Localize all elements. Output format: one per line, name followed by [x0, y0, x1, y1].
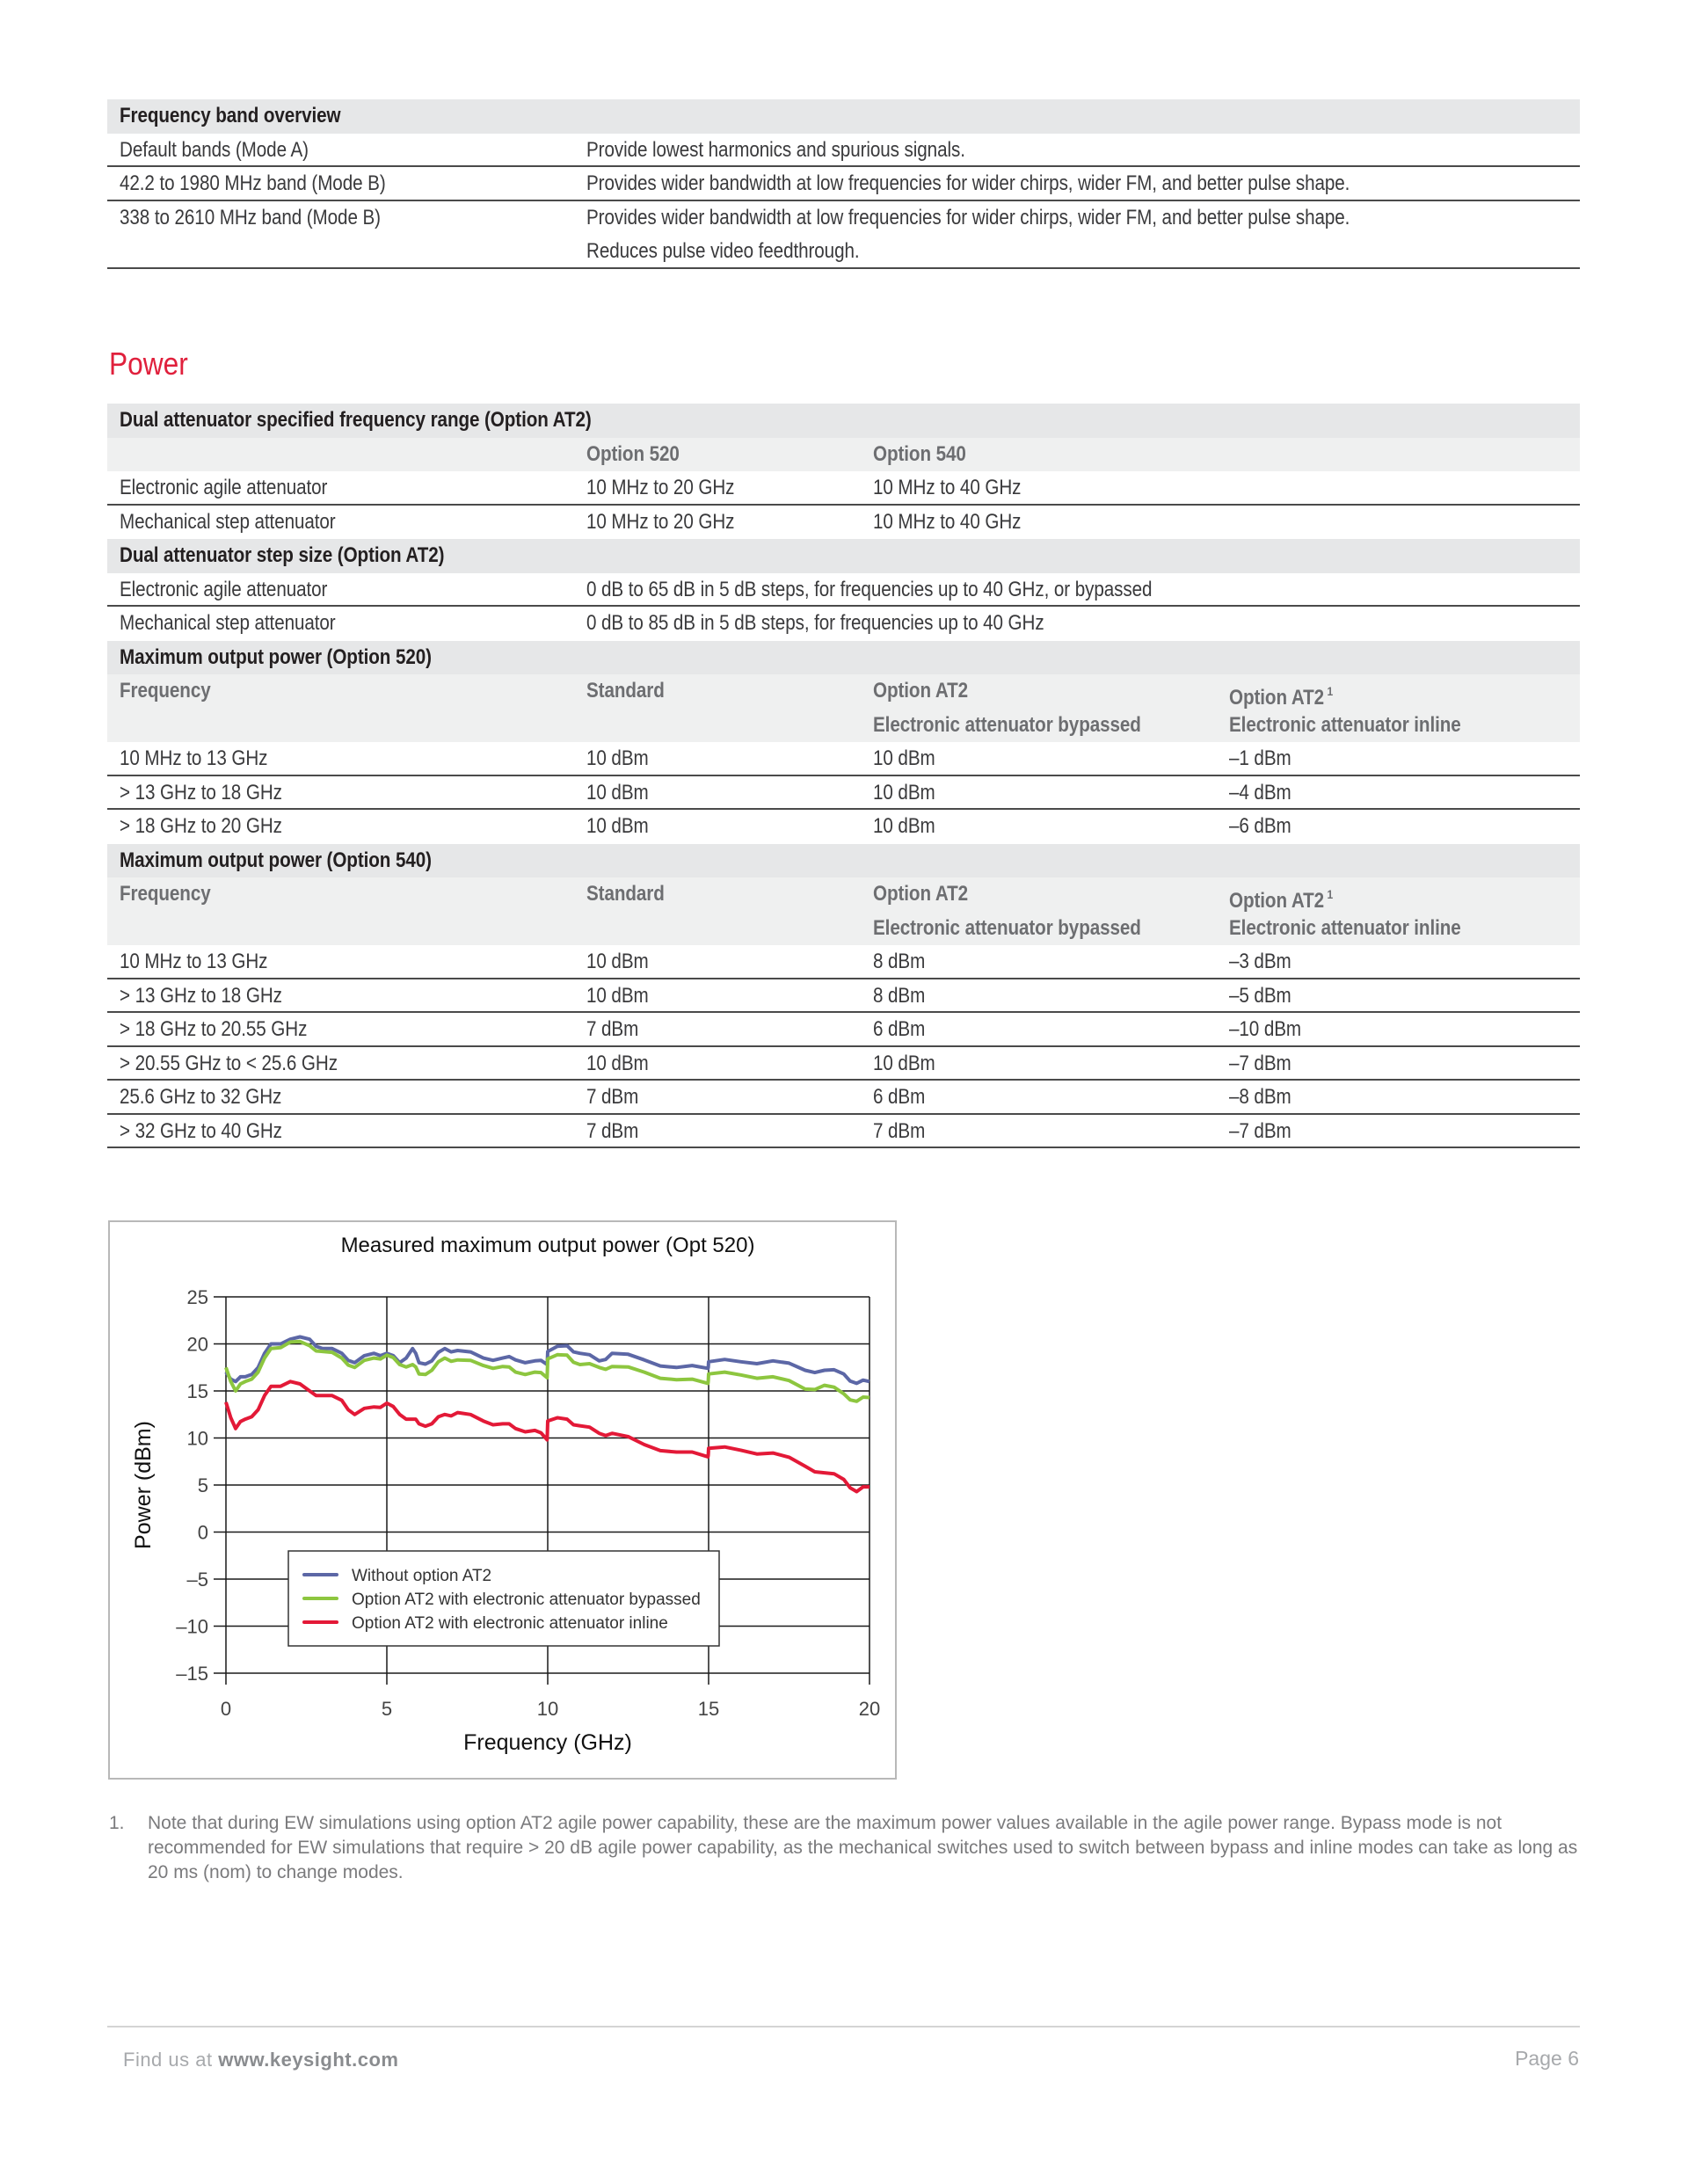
column-header: Option 520	[586, 441, 680, 466]
cell-value: 10 MHz to 40 GHz	[873, 509, 1022, 534]
row-desc: Provide lowest harmonics and spurious signals.	[586, 137, 965, 162]
table-row	[107, 201, 1580, 269]
table-row	[107, 1081, 1580, 1115]
footnote-ref[interactable]: 1	[1327, 684, 1334, 698]
footnote-text: Note that during EW simulations using option AT2 agile power capability, these are the maximum power values available in the agile power range. Bypass mode is not recommended for EW simulations that require > 20 dB agile power capability, as the mechanical switches used to switch between bypass and inline modes can take as long as 20 ms (nom) to change modes.	[148, 1813, 1578, 1882]
row-label: Default bands (Mode A)	[120, 137, 309, 162]
column-header-text: Option AT2	[1229, 686, 1325, 710]
row-label: 338 to 2610 MHz band (Mode B)	[120, 205, 381, 229]
cell-value: 10 MHz to 40 GHz	[873, 476, 1022, 499]
column-header-text: Option AT2	[1229, 889, 1325, 913]
x-tick-label: 10	[536, 1698, 559, 1720]
column-header: Electronic attenuator bypassed	[873, 712, 1141, 737]
cell-value: –10 dBm	[1229, 1017, 1302, 1041]
row-label: > 18 GHz to 20.55 GHz	[120, 1017, 308, 1041]
row-desc: Provides wider bandwidth at low frequencies for wider chirps, wider FM, and better pulse shape.	[586, 205, 1350, 229]
section-title: Dual attenuator specified frequency range (Option AT2)	[120, 408, 592, 432]
row-label: 10 MHz to 13 GHz	[120, 950, 268, 973]
table-row	[107, 742, 1580, 776]
table-row	[107, 1047, 1580, 1081]
cell-value: –7 dBm	[1229, 1118, 1291, 1143]
footnote-ref[interactable]: 1	[1327, 887, 1334, 901]
table-row	[107, 979, 1580, 1014]
cell-value: 10 dBm	[586, 983, 649, 1008]
row-label: 42.2 to 1980 MHz band (Mode B)	[120, 171, 386, 195]
table-section-header	[107, 641, 1580, 675]
chart-title: Measured maximum output power (Opt 520)	[340, 1234, 755, 1257]
table-row	[107, 945, 1580, 979]
table-row	[107, 1013, 1580, 1047]
cell-value: 8 dBm	[873, 983, 926, 1008]
footer-prefix: Find us at	[123, 2049, 219, 2071]
cell-value: 6 dBm	[873, 1017, 926, 1041]
table-row	[107, 471, 1580, 506]
cell-value: 10 dBm	[873, 746, 935, 770]
column-header-row	[107, 438, 1580, 472]
row-label: > 13 GHz to 18 GHz	[120, 780, 282, 804]
cell-value: 10 dBm	[586, 780, 649, 804]
table-section-header	[107, 539, 1580, 573]
cell-value: 0 dB to 65 dB in 5 dB steps, for frequencies up to 40 GHz, or bypassed	[586, 577, 1153, 601]
cell-value: 10 dBm	[586, 746, 649, 770]
footer-divider	[107, 2026, 1580, 2027]
cell-value: 8 dBm	[873, 950, 926, 973]
cell-value: 0 dB to 85 dB in 5 dB steps, for frequencies up to 40 GHz	[586, 611, 1044, 635]
cell-value: –6 dBm	[1229, 814, 1291, 838]
x-tick-label: 15	[697, 1698, 720, 1720]
column-header: Standard	[586, 679, 665, 703]
footnote-number: 1.	[109, 1813, 125, 1833]
x-tick-label: 20	[858, 1698, 881, 1720]
x-tick-label: 5	[381, 1698, 393, 1720]
table-row	[107, 573, 1580, 608]
cell-value: 10 dBm	[873, 814, 935, 838]
cell-value: 10 dBm	[873, 780, 935, 804]
page-number: Page 6	[1515, 2047, 1579, 2070]
table-row	[107, 134, 1580, 168]
y-tick-label: 25	[186, 1286, 208, 1308]
chart-frame	[108, 1220, 897, 1780]
y-tick-label: 20	[186, 1333, 208, 1356]
x-axis-label: Frequency (GHz)	[463, 1730, 632, 1755]
power-table	[107, 404, 1580, 1148]
legend-label: Without option AT2	[352, 1567, 492, 1585]
cell-value: –7 dBm	[1229, 1051, 1291, 1075]
cell-value: 10 dBm	[586, 1051, 649, 1075]
chart-legend	[288, 1551, 719, 1646]
column-header: Option AT2	[873, 679, 969, 703]
cell-value: –4 dBm	[1229, 780, 1291, 804]
cell-value: 10 MHz to 20 GHz	[586, 509, 735, 534]
cell-value: 10 MHz to 20 GHz	[586, 476, 735, 499]
y-tick-label: –15	[176, 1663, 208, 1685]
row-label: > 20.55 GHz to < 25.6 GHz	[120, 1051, 338, 1075]
legend-label: Option AT2 with electronic attenuator bypassed	[352, 1591, 701, 1609]
column-header: Option AT2	[873, 882, 969, 906]
y-tick-label: –5	[186, 1569, 208, 1591]
section-heading-power: Power	[109, 346, 188, 382]
cell-value: –3 dBm	[1229, 950, 1291, 973]
power-chart	[110, 1222, 899, 1781]
y-tick-label: 15	[186, 1380, 208, 1402]
column-header: Standard	[586, 882, 665, 906]
cell-value: 6 dBm	[873, 1085, 926, 1109]
row-label: Mechanical step attenuator	[120, 509, 336, 534]
column-header: Option 540	[873, 441, 966, 466]
footer-find-us	[123, 2049, 398, 2071]
cell-value: 7 dBm	[586, 1017, 639, 1041]
chart-static	[131, 1234, 880, 1755]
y-tick-label: 5	[197, 1474, 208, 1496]
table-section-header	[107, 99, 1580, 134]
row-label: 25.6 GHz to 32 GHz	[120, 1085, 282, 1109]
column-header-row	[107, 674, 1580, 742]
row-label: > 32 GHz to 40 GHz	[120, 1118, 282, 1143]
row-label: 10 MHz to 13 GHz	[120, 746, 268, 770]
cell-value: 10 dBm	[873, 1051, 935, 1075]
cell-value: –8 dBm	[1229, 1085, 1291, 1109]
row-desc-line2: Reduces pulse video feedthrough.	[586, 239, 860, 263]
section-title: Dual attenuator step size (Option AT2)	[120, 543, 445, 567]
column-header: Frequency	[120, 882, 211, 906]
column-header: Electronic attenuator inline	[1229, 712, 1461, 737]
row-label: Electronic agile attenuator	[120, 577, 328, 601]
row-label: > 18 GHz to 20 GHz	[120, 814, 282, 838]
y-tick-label: 10	[186, 1427, 208, 1450]
column-header: Frequency	[120, 679, 211, 703]
table-row	[107, 506, 1580, 540]
cell-value: 10 dBm	[586, 814, 649, 838]
cell-value: 7 dBm	[586, 1085, 639, 1109]
website-link[interactable]: www.keysight.com	[218, 2049, 399, 2071]
column-header: Electronic attenuator bypassed	[873, 915, 1141, 940]
y-tick-label: 0	[197, 1521, 208, 1544]
table-row	[107, 167, 1580, 201]
table-row	[107, 776, 1580, 811]
legend-label: Option AT2 with electronic attenuator inline	[352, 1614, 668, 1633]
frequency-band-table	[107, 99, 1580, 269]
row-desc: Provides wider bandwidth at low frequencies for wider chirps, wider FM, and better pulse shape.	[586, 171, 1350, 195]
y-axis-label: Power (dBm)	[131, 1421, 156, 1549]
cell-value: –5 dBm	[1229, 983, 1291, 1008]
section-title: Maximum output power (Option 520)	[120, 644, 432, 669]
table-section-header	[107, 404, 1580, 438]
table-row	[107, 810, 1580, 844]
column-header: Electronic attenuator inline	[1229, 915, 1461, 940]
y-tick-label: –10	[176, 1615, 208, 1638]
section-title: Frequency band overview	[120, 104, 341, 127]
table-row	[107, 1115, 1580, 1149]
row-label: Mechanical step attenuator	[120, 611, 336, 635]
x-tick-label: 0	[220, 1698, 232, 1720]
section-title: Maximum output power (Option 540)	[120, 848, 432, 872]
cell-value: 7 dBm	[586, 1118, 639, 1143]
column-header-row	[107, 877, 1580, 945]
cell-value: 10 dBm	[586, 950, 649, 973]
cell-value: –1 dBm	[1229, 746, 1291, 770]
table-row	[107, 607, 1580, 641]
row-label: > 13 GHz to 18 GHz	[120, 983, 282, 1008]
table-section-header	[107, 844, 1580, 878]
row-label: Electronic agile attenuator	[120, 476, 328, 499]
cell-value: 7 dBm	[873, 1118, 926, 1143]
